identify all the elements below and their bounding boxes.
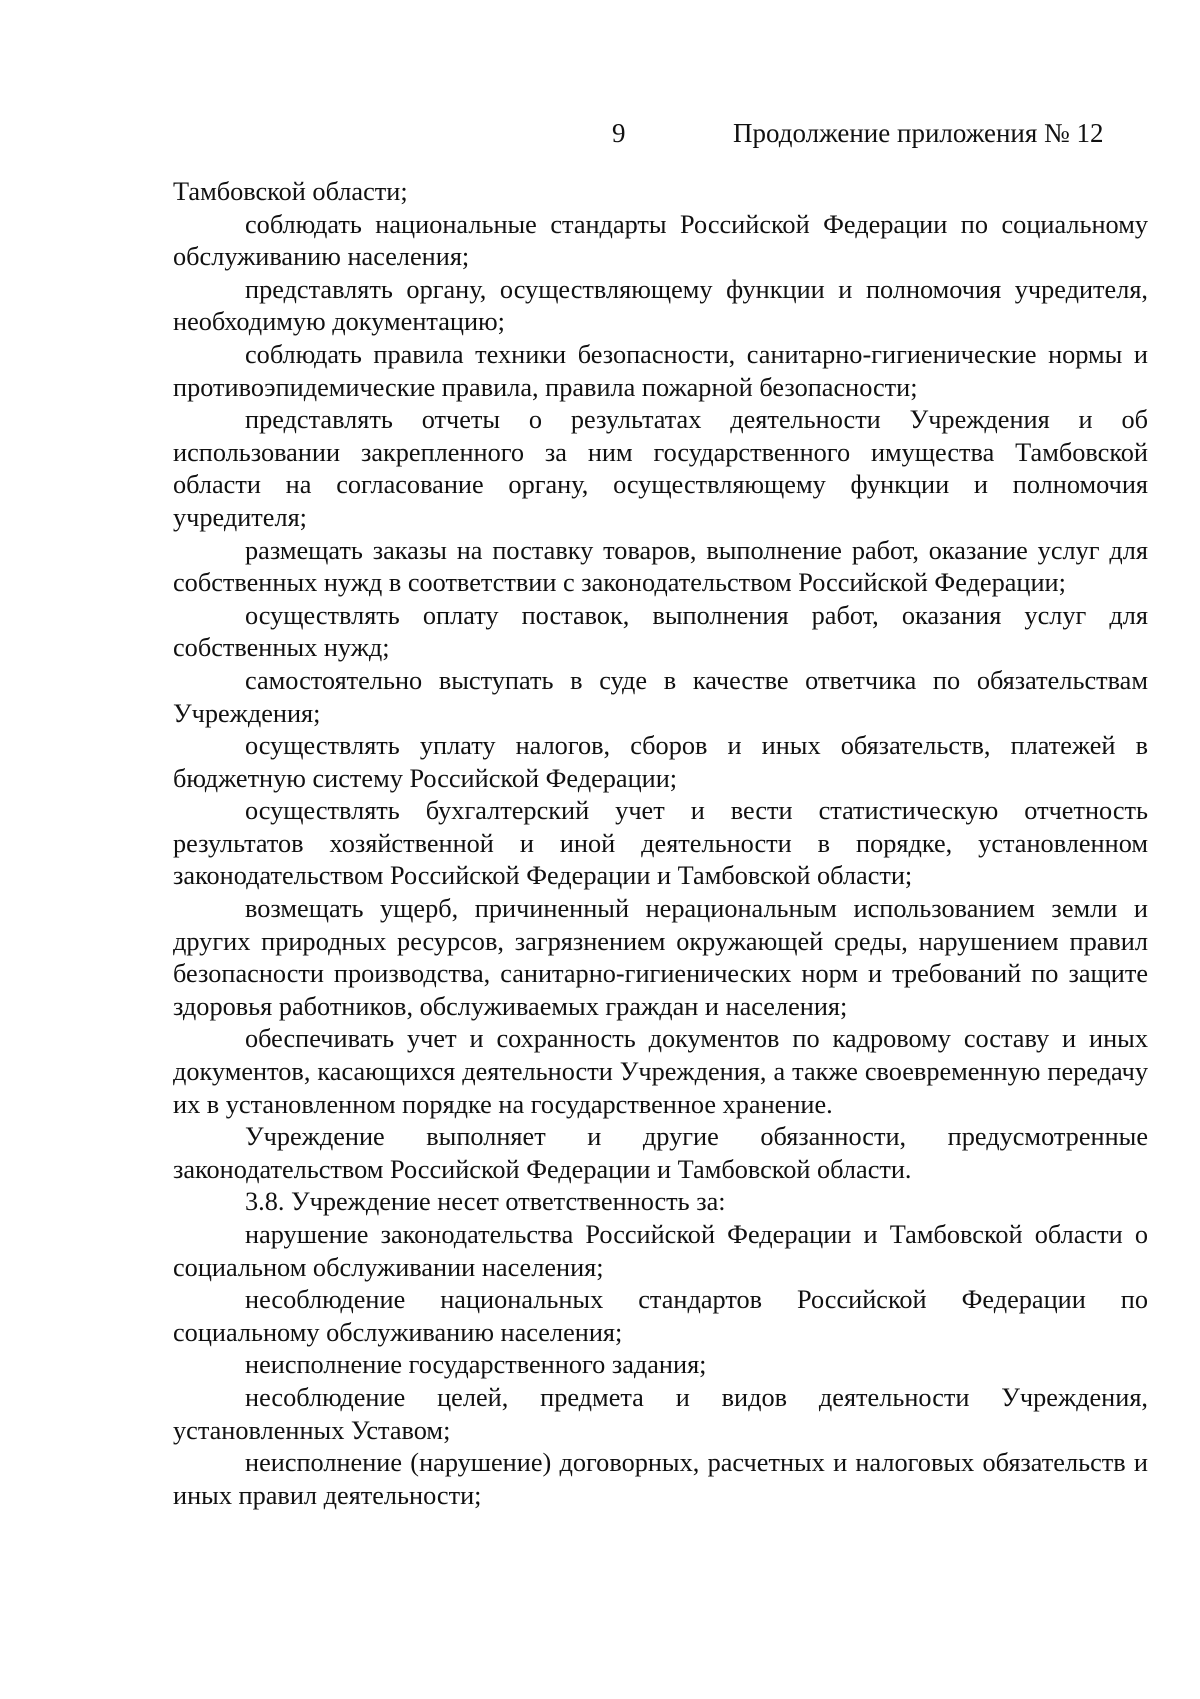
page-number: 9 [612, 118, 626, 148]
paragraph: неисполнение (нарушение) договорных, расчетных и налоговых обязательств и иных правил деятельности; [173, 1448, 1148, 1510]
paragraph: неисполнение государственного задания; [245, 1350, 707, 1380]
paragraph: осуществлять оплату поставок, выполнения работ, оказания услуг для собственных нужд; [173, 600, 1148, 663]
paragraph: соблюдать правила техники безопасности, санитарно-гигиенические нормы и противоэпидемические правила, правила пожарной безопасности; [173, 339, 1148, 402]
paragraph: Тамбовской области; [173, 177, 408, 206]
paragraph: осуществлять уплату налогов, сборов и иных обязательств, платежей в бюджетную систему Российской Федерации; [173, 731, 1148, 793]
paragraph: Учреждение выполняет и другие обязанности, предусмотренные законодательством Российской Федерации и Тамбовской области. [173, 1122, 1148, 1184]
paragraph: осуществлять бухгалтерский учет и вести статистическую отчетность результатов хозяйственной и иной деятельности в порядке, установленном законодательством Российской Федерации и Тамбовской области; [173, 796, 1148, 891]
paragraph: представлять отчеты о результатах деятельности Учреждения и об использовании закрепленного за ним государственного имущества Тамбовской области на согласование органу, осуществляющему функции и полномочия учредителя; [173, 405, 1148, 532]
paragraph: представлять органу, осуществляющему функции и полномочия учредителя, необходимую документацию; [173, 274, 1148, 337]
paragraph: несоблюдение национальных стандартов Российской Федерации по социальному обслуживанию населения; [173, 1285, 1148, 1347]
paragraph: нарушение законодательства Российской Федерации и Тамбовской области о социальном обслуживании населения; [173, 1220, 1148, 1282]
section-heading: 3.8. Учреждение несет ответственность за: [245, 1187, 726, 1217]
paragraph: размещать заказы на поставку товаров, выполнение работ, оказание услуг для собственных нужд в соответствии с законодательством Российской Федерации; [173, 535, 1148, 598]
paragraph: самостоятельно выступать в суде в качестве ответчика по обязательствам Учреждения; [173, 665, 1148, 728]
appendix-continuation-header: Продолжение приложения № 12 [733, 118, 1104, 148]
paragraph: несоблюдение целей, предмета и видов деятельности Учреждения, установленных Уставом; [173, 1382, 1148, 1445]
paragraph: обеспечивать учет и сохранность документов по кадровому составу и иных документов, касающихся деятельности Учреждения, а также своевременную передачу их в установленном порядке на государственное хранение. [173, 1024, 1148, 1119]
document-body [173, 176, 1148, 1512]
paragraph: соблюдать национальные стандарты Российской Федерации по социальному обслуживанию населения; [173, 209, 1148, 272]
paragraph: возмещать ущерб, причиненный нерациональным использованием земли и других природных ресурсов, загрязнением окружающей среды, нарушением правил безопасности производства, санитарно-гигиенических норм и требований по защите здоровья работников, обслуживаемых граждан и населения; [173, 894, 1148, 1021]
